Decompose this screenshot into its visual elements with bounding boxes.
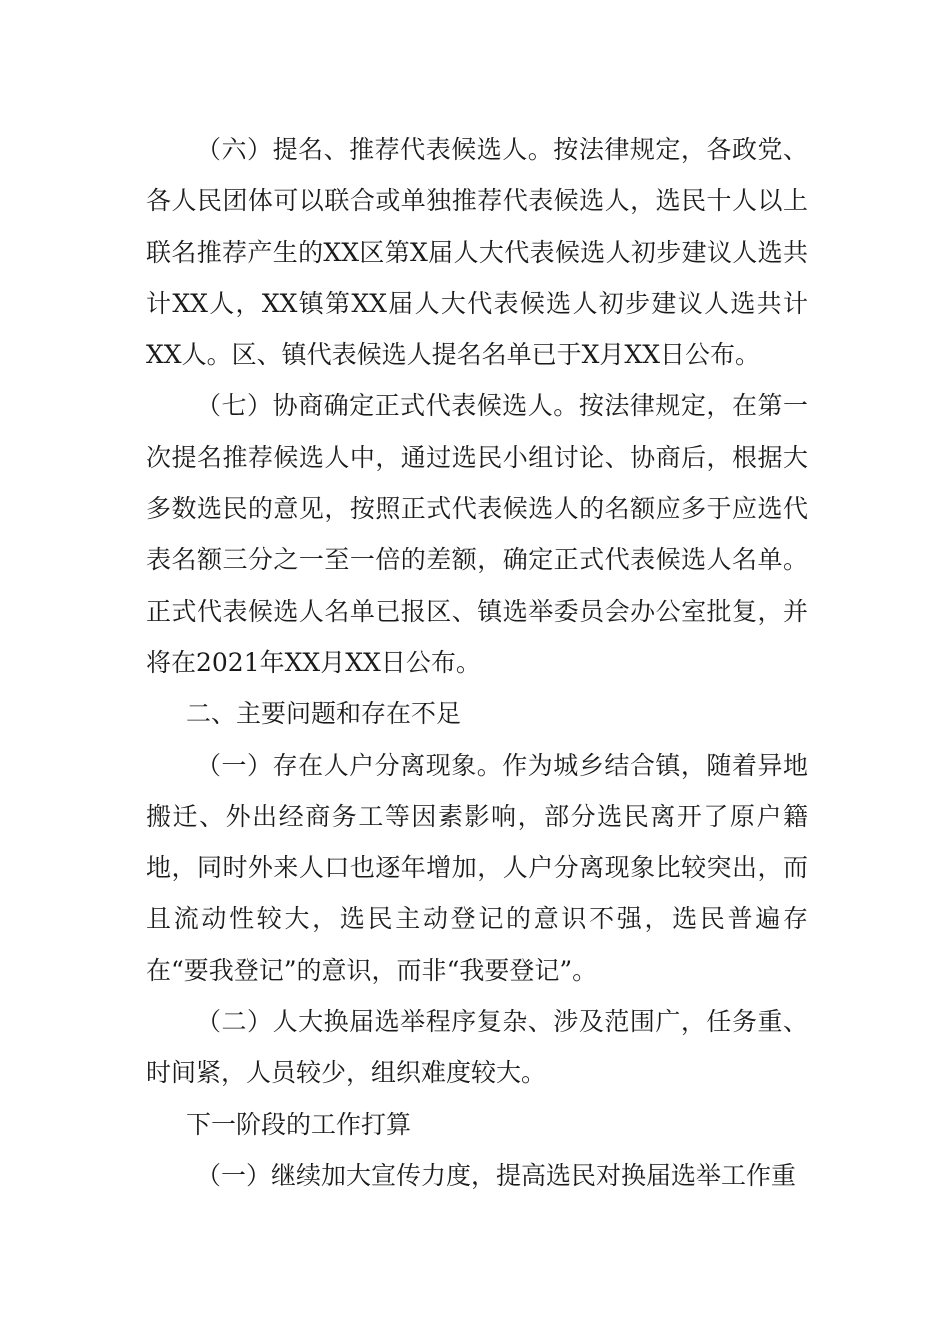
section-heading-next-steps: 下一阶段的工作打算 xyxy=(186,1109,412,1139)
section-heading-problems: 二、主要问题和存在不足 xyxy=(186,699,462,729)
paragraph-nomination: （六）提名、推荐代表候选人。按法律规定，各政党、各人民团体可以联合或单独推荐代表候选人，选民十人以上联名推荐产生的XX区第X届人大代表候选人初步建议人选共计XX人，XX镇第XX届人大代表候选人初步建议人选共计XX人。区、镇代表候选人提名名单已于X月XX日公布。 xyxy=(146,135,808,370)
paragraph-complexity: （二）人大换届选举程序复杂、涉及范围广，任务重、时间紧，人员较少，组织难度较大。 xyxy=(146,1007,808,1088)
paragraph-consultation: （七）协商确定正式代表候选人。按法律规定，在第一次提名推荐候选人中，通过选民小组讨论、协商后，根据大多数选民的意见，按照正式代表候选人的名额应多于应选代表名额三分之一至一倍的差额，确定正式代表候选人名单。正式代表候选人名单已报区、镇选举委员会办公室批复，并将在2021年XX月XX日公布。 xyxy=(146,391,808,677)
paragraph-publicity: （一）继续加大宣传力度，提高选民对换届选举工作重 xyxy=(196,1160,797,1190)
document-body xyxy=(146,124,808,1201)
paragraph-household-separation: （一）存在人户分离现象。作为城乡结合镇，随着异地搬迁、外出经商务工等因素影响，部分选民离开了原户籍地，同时外来人口也逐年增加，人户分离现象比较突出，而且流动性较大，选民主动登记的意识不强，选民普遍存在“要我登记”的意识，而非“我要登记”。 xyxy=(146,750,808,985)
